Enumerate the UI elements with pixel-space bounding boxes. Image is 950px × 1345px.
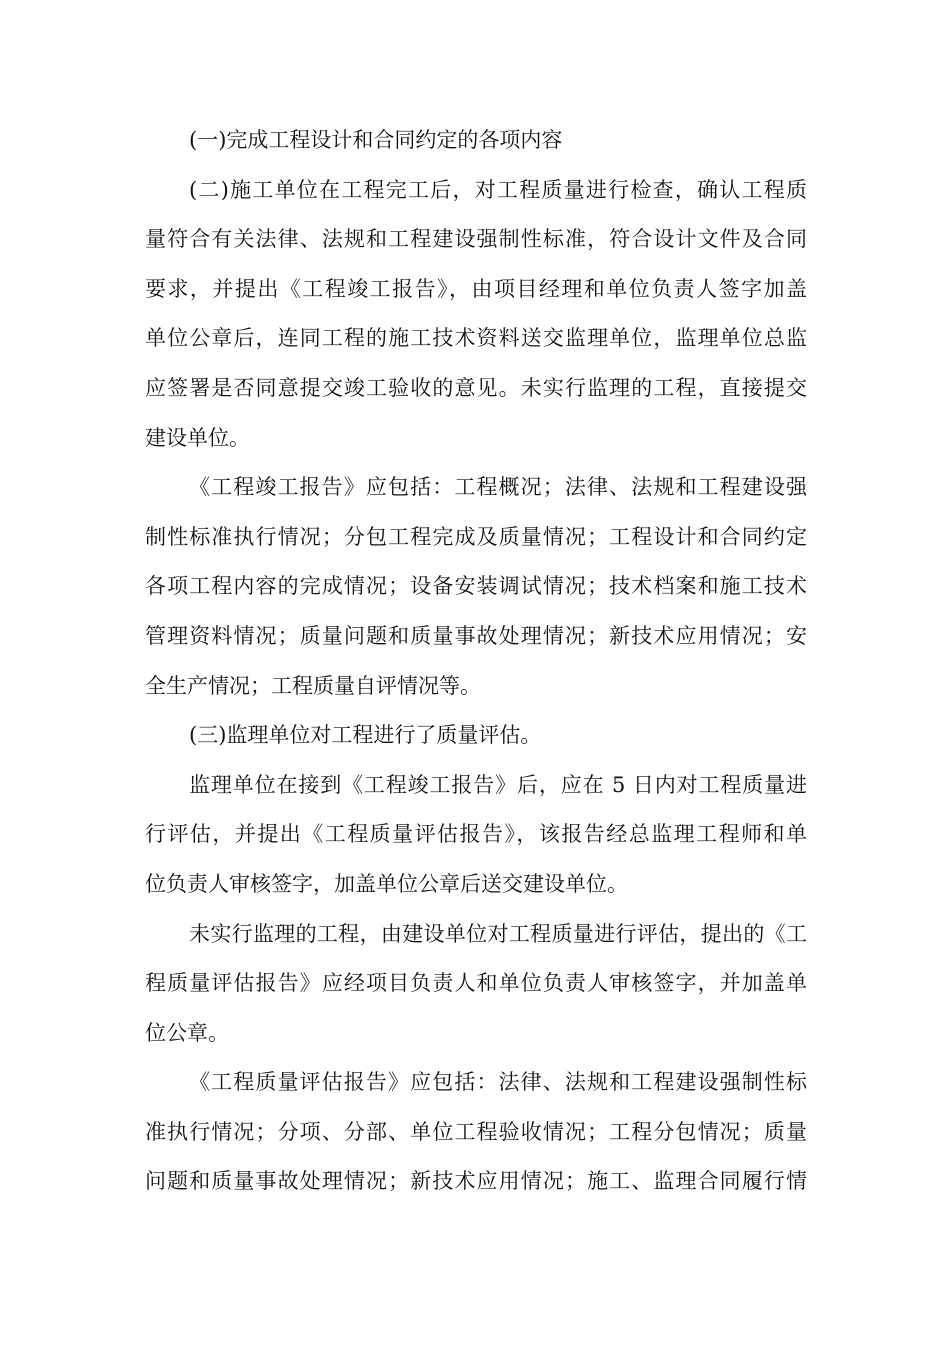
paragraph-line: 监理单位在接到《工程竣工报告》后，应在 5 日内对工程质量进 [189, 772, 807, 797]
paragraph-line: 程质量评估报告》应经项目负责人和单位负责人审核签字，并加盖单 [145, 971, 807, 996]
paragraph-line: (一)完成工程设计和合同约定的各项内容 [189, 128, 563, 152]
paragraph-line: 量符合有关法律、法规和工程建设强制性标准，符合设计文件及合同 [145, 227, 807, 252]
paragraph-line: 准执行情况；分项、分部、单位工程验收情况；工程分包情况；质量 [145, 1119, 807, 1144]
paragraph-line: 《工程竣工报告》应包括：工程概况；法律、法规和工程建设强 [189, 475, 807, 500]
paragraph-line: 要求，并提出《工程竣工报告》，由项目经理和单位负责人签字加盖 [145, 276, 807, 301]
paragraph-line: 各项工程内容的完成情况；设备安装调试情况；技术档案和施工技术 [145, 574, 807, 599]
paragraph-line: 位公章。 [145, 1020, 229, 1045]
paragraph-line: 问题和质量事故处理情况；新技术应用情况；施工、监理合同履行情 [145, 1169, 807, 1194]
paragraph-line: 应签署是否同意提交竣工验收的意见。未实行监理的工程，直接提交 [145, 375, 807, 400]
paragraph-line: 未实行监理的工程，由建设单位对工程质量进行评估，提出的《工 [189, 921, 807, 946]
paragraph-line: 单位公章后，连同工程的施工技术资料送交监理单位，监理单位总监 [145, 326, 807, 351]
paragraph-line: 建设单位。 [145, 425, 250, 450]
paragraph-line: 管理资料情况；质量问题和质量事故处理情况；新技术应用情况；安 [145, 623, 807, 648]
document-body [145, 116, 807, 1207]
paragraph-line: (二)施工单位在工程完工后，对工程质量进行检查，确认工程质 [189, 177, 807, 202]
paragraph-line: 制性标准执行情况；分包工程完成及质量情况；工程设计和合同约定 [145, 524, 807, 549]
paragraph-line: 位负责人审核签字，加盖单位公章后送交建设单位。 [145, 871, 628, 896]
paragraph-line: (三)监理单位对工程进行了质量评估。 [189, 723, 542, 748]
paragraph-line: 《工程质量评估报告》应包括：法律、法规和工程建设强制性标 [189, 1070, 807, 1095]
paragraph-line: 全生产情况；工程质量自评情况等。 [145, 673, 481, 698]
paragraph-line: 行评估，并提出《工程质量评估报告》，该报告经总监理工程师和单 [145, 822, 807, 847]
